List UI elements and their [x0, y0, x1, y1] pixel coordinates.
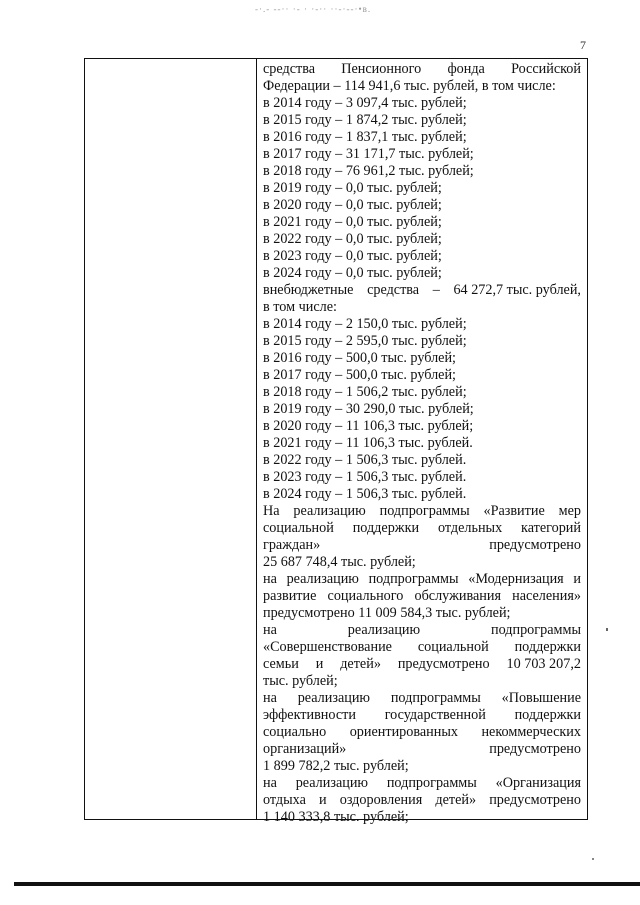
extra-year-line: в 2017 году – 500,0 тыс. рублей;	[263, 367, 456, 383]
text-word: «Совершенствование	[263, 639, 392, 655]
text-word: подпрограммы	[386, 775, 477, 791]
text-word: обслуживания	[414, 588, 501, 604]
text-word: реализацию	[293, 503, 366, 519]
text-word: социального	[327, 588, 404, 604]
text-word: Российской	[511, 61, 581, 77]
text-word: семьи	[263, 656, 299, 672]
text-word: социальной	[263, 520, 334, 536]
text-word: предусмотрено	[397, 656, 490, 672]
text-word: организаций»	[263, 741, 347, 757]
text-word: и	[573, 571, 581, 587]
text-word: поддержки	[352, 520, 420, 536]
text-word: предусмотрено	[489, 537, 581, 553]
pfr-line-1	[263, 61, 581, 78]
text-word: подпрограммы	[491, 622, 581, 638]
text-word: средства	[263, 61, 316, 77]
extra-year-line: в 2019 году – 30 290,0 тыс. рублей;	[263, 401, 474, 417]
text-word: категорий	[521, 520, 581, 536]
subprogram-4-line	[263, 724, 581, 741]
text-word: –	[432, 282, 440, 298]
text-word: «Развитие	[483, 503, 545, 519]
extra-year-line: в 2020 году – 11 106,3 тыс. рублей;	[263, 418, 474, 434]
text-word: «Организация	[495, 775, 581, 791]
text-word: оздоровления	[339, 792, 423, 808]
text-word: социально	[263, 724, 327, 740]
text-word: отдыха	[263, 792, 306, 808]
extra-budget-line-1	[263, 282, 581, 299]
text-word: на	[263, 622, 277, 638]
subprogram-1-line	[263, 520, 581, 537]
text-word: предусмотрено	[489, 792, 581, 808]
text-word: Пенсионного	[341, 61, 422, 77]
text-word: на	[263, 571, 277, 587]
text-word: граждан»	[263, 537, 321, 553]
scan-header-marks: -·.- --·· ·- · ·-·· ··-·--·•в.	[255, 4, 372, 14]
text-word: эффективности	[263, 707, 356, 723]
text-word: некоммерческих	[481, 724, 581, 740]
text-word: средства	[367, 282, 420, 298]
text-word: внебюджетные	[263, 282, 354, 298]
text-word: мер	[558, 503, 581, 519]
text-word: поддержки	[514, 707, 581, 723]
text-word: и	[319, 792, 327, 808]
document-table	[84, 58, 588, 825]
extra-budget-line-2: в том числе:	[263, 299, 337, 315]
subprogram-2-line	[263, 588, 581, 605]
text-word: «Повышение	[501, 690, 581, 706]
text-word: подпрограммы	[390, 690, 481, 706]
extra-year-line: в 2024 году – 1 506,3 тыс. рублей.	[263, 486, 467, 502]
text-word: поддержки	[514, 639, 581, 655]
extra-year-line: в 2023 году – 1 506,3 тыс. рублей.	[263, 469, 467, 485]
subprogram-2-amount: предусмотрено 11 009 584,3 тыс. рублей;	[263, 605, 511, 621]
subprogram-5-amount: 1 140 333,8 тыс. рублей;	[263, 809, 409, 825]
text-word: отдельных	[437, 520, 503, 536]
subprogram-3-line	[263, 656, 581, 673]
extra-year-line: в 2015 году – 2 595,0 тыс. рублей;	[263, 333, 467, 349]
subprogram-2-line	[263, 571, 581, 588]
extra-year-line: в 2014 году – 2 150,0 тыс. рублей;	[263, 316, 467, 332]
pfr-year-line: в 2023 году – 0,0 тыс. рублей;	[263, 248, 442, 264]
text-word: реализацию	[347, 622, 421, 638]
pfr-year-line: в 2017 году – 31 171,7 тыс. рублей;	[263, 146, 474, 162]
subprogram-1-line	[263, 503, 581, 520]
pfr-year-line: в 2020 году – 0,0 тыс. рублей;	[263, 197, 442, 213]
subprogram-4-amount: 1 899 782,2 тыс. рублей;	[263, 758, 409, 774]
pfr-year-line: в 2021 году – 0,0 тыс. рублей;	[263, 214, 442, 230]
subprogram-4-line	[263, 690, 581, 707]
text-word: реализацию	[297, 690, 371, 706]
text-word: 64 272,7 тыс. рублей,	[453, 282, 581, 298]
text-word: подпрограммы	[379, 503, 470, 519]
text-word: «Модернизация	[468, 571, 564, 587]
scan-bottom-edge	[14, 882, 640, 886]
text-word: На	[263, 503, 280, 519]
pfr-year-line: в 2014 году – 3 097,4 тыс. рублей;	[263, 95, 467, 111]
pfr-year-line: в 2024 году – 0,0 тыс. рублей;	[263, 265, 442, 281]
text-word: социальной	[417, 639, 489, 655]
extra-year-line: в 2018 году – 1 506,2 тыс. рублей;	[263, 384, 467, 400]
text-word: реализацию	[286, 571, 359, 587]
text-word: развитие	[263, 588, 317, 604]
subprogram-5-line	[263, 792, 581, 809]
text-word: ориентированных	[349, 724, 458, 740]
scan-speck	[606, 628, 608, 631]
scan-speck	[592, 858, 594, 860]
pfr-year-line: в 2022 году – 0,0 тыс. рублей;	[263, 231, 442, 247]
text-word: детей»	[435, 792, 477, 808]
extra-year-line: в 2016 году – 500,0 тыс. рублей;	[263, 350, 456, 366]
text-word: на	[263, 690, 277, 706]
pfr-year-line: в 2018 году – 76 961,2 тыс. рублей;	[263, 163, 474, 179]
funding-text-cell	[263, 61, 581, 826]
page-number: 7	[580, 38, 586, 52]
text-word: подпрограммы	[368, 571, 459, 587]
subprogram-4-line	[263, 707, 581, 724]
pfr-year-line: в 2019 году – 0,0 тыс. рублей;	[263, 180, 442, 196]
text-word: и	[315, 656, 324, 672]
text-word: 10 703 207,2	[506, 656, 581, 672]
text-word: населения»	[512, 588, 581, 604]
subprogram-3-line	[263, 622, 581, 639]
text-word: детей»	[340, 656, 381, 672]
extra-year-line: в 2022 году – 1 506,3 тыс. рублей.	[263, 452, 467, 468]
subprogram-1-amount: 25 687 748,4 тыс. рублей;	[263, 554, 416, 570]
subprogram-3-amount: тыс. рублей;	[263, 673, 338, 689]
pfr-year-line: в 2015 году – 1 874,2 тыс. рублей;	[263, 112, 467, 128]
subprogram-1-line	[263, 537, 581, 554]
subprogram-4-line	[263, 741, 581, 758]
text-word: реализацию	[295, 775, 369, 791]
text-word: государственной	[384, 707, 486, 723]
column-divider	[256, 59, 257, 819]
text-word: фонда	[447, 61, 485, 77]
pfr-year-line: в 2016 году – 1 837,1 тыс. рублей;	[263, 129, 467, 145]
subprogram-5-line	[263, 775, 581, 792]
text-word: предусмотрено	[489, 741, 581, 757]
pfr-line-2: Федерации – 114 941,6 тыс. рублей, в том числе:	[263, 78, 556, 94]
extra-year-line: в 2021 году – 11 106,3 тыс. рублей.	[263, 435, 473, 451]
subprogram-3-line	[263, 639, 581, 656]
text-word: на	[263, 775, 277, 791]
